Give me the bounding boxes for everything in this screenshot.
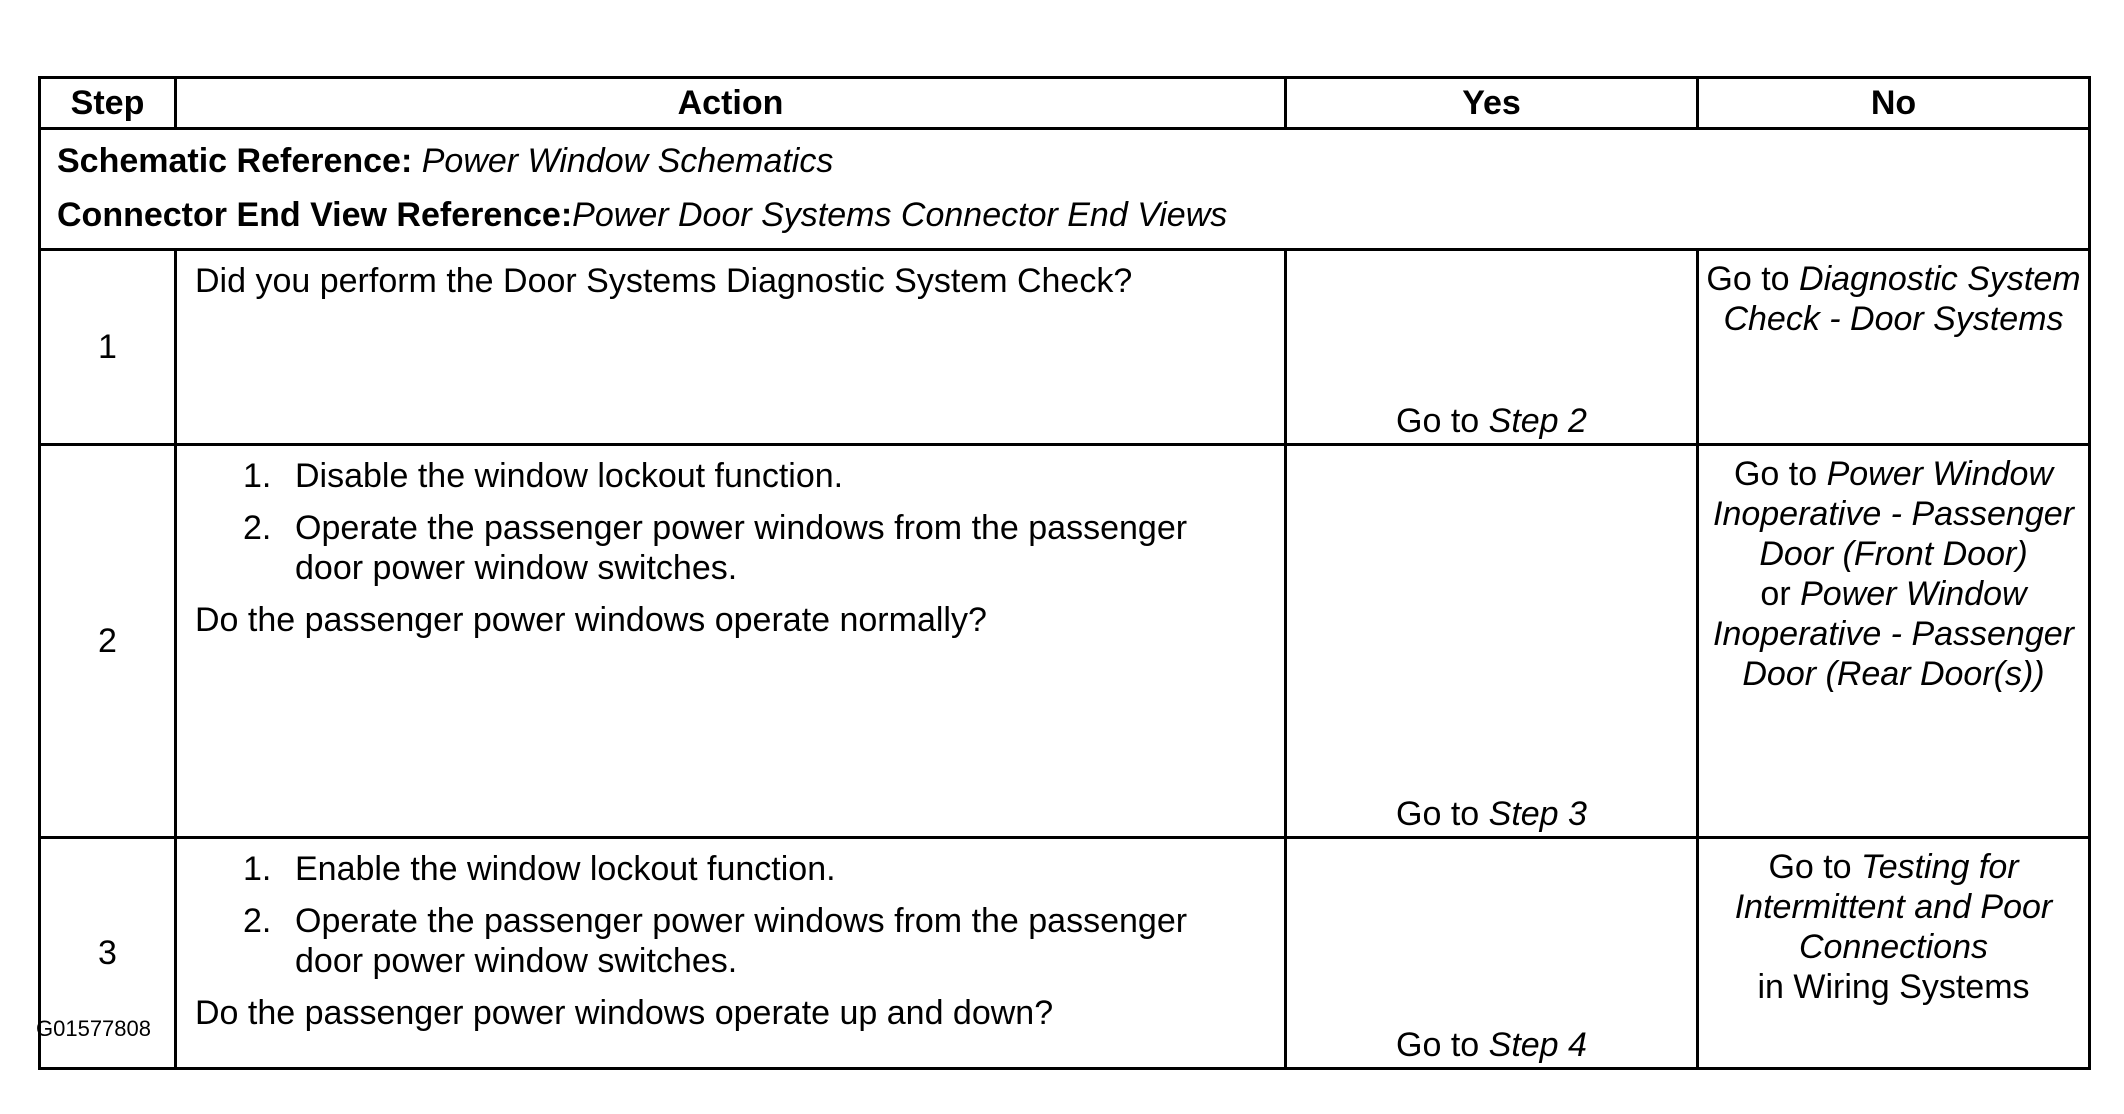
- yes-cell: [1286, 250, 1698, 445]
- list-item-number: 2.: [243, 902, 272, 940]
- yes-link[interactable]: Step 4: [1488, 1026, 1587, 1064]
- no-prefix: Go to: [1706, 260, 1800, 298]
- list-item: [195, 849, 1264, 889]
- step-number: 1: [40, 250, 176, 445]
- list-item: [195, 901, 1264, 981]
- list-item-text: Operate the passenger power windows from the passenger door power window switches.: [295, 902, 1188, 980]
- list-item: [195, 456, 1264, 496]
- no-link[interactable]: Testing for Intermittent and Poor Connections: [1734, 848, 2053, 966]
- diagnostic-table: [38, 76, 2091, 1070]
- list-item-text: Enable the window lockout function.: [295, 850, 836, 888]
- list-item-number: 1.: [243, 850, 272, 888]
- connector-reference-label: Connector End View Reference:: [57, 196, 573, 234]
- schematic-reference-label: Schematic Reference:: [57, 142, 413, 180]
- question-text: Do the passenger power windows operate up and down?: [195, 994, 1054, 1032]
- no-prefix: Go to: [1768, 848, 1862, 886]
- yes-prefix: Go to: [1396, 795, 1489, 833]
- question-text: Do the passenger power windows operate normally?: [195, 601, 987, 639]
- no-middle: or: [1760, 575, 1801, 613]
- header-no: No: [1698, 78, 2090, 129]
- no-link[interactable]: Power Window Inoperative - Passenger Door (Front Door): [1713, 455, 2074, 573]
- no-suffix: in Wiring Systems: [1757, 968, 2030, 1006]
- schematic-reference: [57, 134, 2072, 188]
- figure-id: G01577808: [36, 1016, 151, 1041]
- connector-reference: [57, 188, 2072, 242]
- no-cell: [1698, 445, 2090, 838]
- no-prefix: Go to: [1733, 455, 1827, 493]
- schematic-reference-link[interactable]: Power Window Schematics: [421, 142, 834, 180]
- connector-reference-link[interactable]: Power Door Systems Connector End Views: [572, 196, 1228, 234]
- no-link-2[interactable]: Power Window Inoperative - Passenger Door (Rear Door(s)): [1713, 575, 2074, 693]
- yes-prefix: Go to: [1396, 1026, 1489, 1064]
- list-item-text: Disable the window lockout function.: [295, 457, 844, 495]
- list-item-text: Operate the passenger power windows from the passenger door power window switches.: [295, 509, 1188, 587]
- header-step: Step: [40, 78, 176, 129]
- yes-cell: [1286, 445, 1698, 838]
- header-action: Action: [176, 78, 1286, 129]
- action-cell: [176, 838, 1286, 1069]
- action-list: [195, 849, 1264, 981]
- no-cell: [1698, 250, 2090, 445]
- reference-row: [40, 129, 2090, 250]
- no-cell: [1698, 838, 2090, 1069]
- table-row: [40, 250, 2090, 445]
- reference-cell: [40, 129, 2090, 250]
- yes-link[interactable]: Step 3: [1488, 795, 1587, 833]
- yes-prefix: Go to: [1396, 402, 1489, 440]
- list-item-number: 2.: [243, 509, 272, 547]
- header-yes: Yes: [1286, 78, 1698, 129]
- yes-link[interactable]: Step 2: [1488, 402, 1587, 440]
- table-row: [40, 838, 2090, 1069]
- action-cell: [176, 250, 1286, 445]
- list-item: [195, 508, 1264, 588]
- table-row: [40, 445, 2090, 838]
- question-text: Did you perform the Door Systems Diagnostic System Check?: [195, 262, 1133, 300]
- no-link[interactable]: Diagnostic System Check - Door Systems: [1723, 260, 2081, 338]
- action-cell: [176, 445, 1286, 838]
- header-row: [40, 78, 2090, 129]
- yes-cell: [1286, 838, 1698, 1069]
- step-number: 3: [40, 838, 176, 1069]
- action-list: [195, 456, 1264, 588]
- step-number: 2: [40, 445, 176, 838]
- list-item-number: 1.: [243, 457, 272, 495]
